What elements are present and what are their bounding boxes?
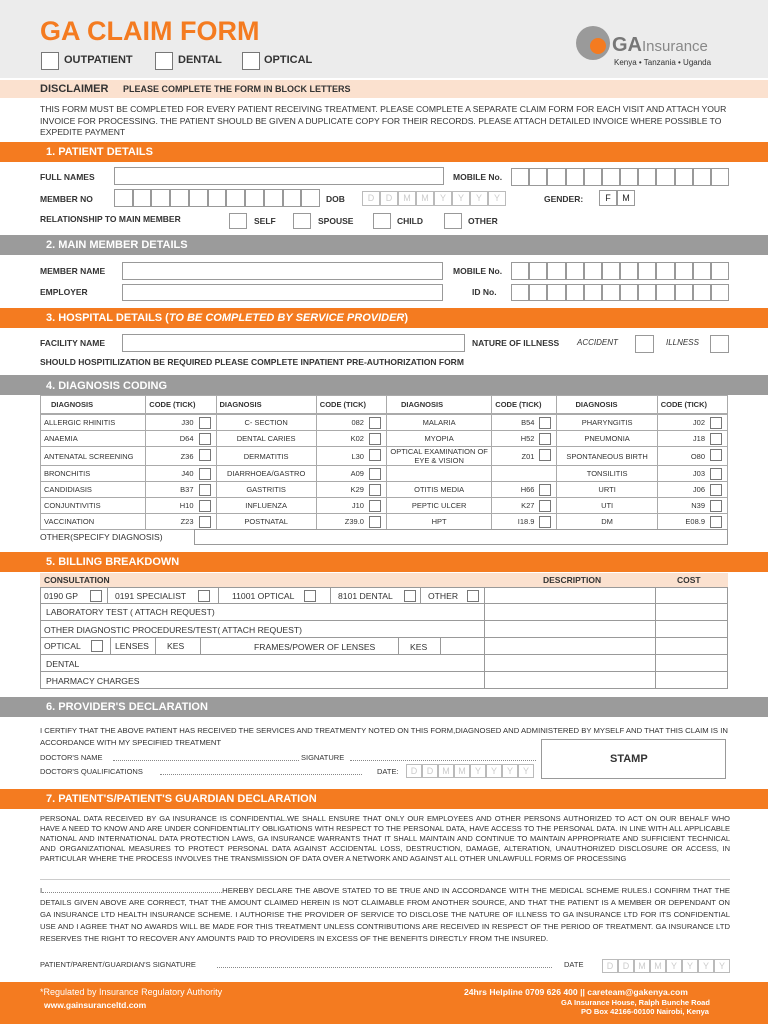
footer-address-1: GA Insurance House, Ralph Bunche Road [561, 998, 710, 1007]
id-no-label: ID No. [472, 287, 497, 297]
diagnosis-tick-checkbox[interactable] [199, 484, 211, 496]
other-diag-label: OTHER DIAGNOSTIC PROCEDURES/TEST( ATTACH REQUEST) [44, 625, 302, 635]
diagnosis-name: TONSILITIS [586, 469, 628, 478]
diagnosis-tick-checkbox[interactable] [199, 449, 211, 461]
consult-gp-label: 0190 GP [44, 591, 78, 601]
disclaimer-body: THIS FORM MUST BE COMPLETED FOR EVERY PATIENT RECEIVING TREATMENT. PLEASE COMPLETE A SEPARATE CLAIM FORM FOR EACH VISIT AND ATTACH YOUR INVOICE FOR PROCESSING. THE PATIENT SHOULD BE GIVEN A DUPLICATE COPY FOR THEIR RECORDS. PLEASE ATTACH DETAILED INVOICE WHERE POSSIBLE TO EXPEDITE PAYMENT [40, 104, 727, 137]
diagnosis-name: URTI [598, 485, 616, 494]
diagnosis-tick-checkbox[interactable] [199, 433, 211, 445]
billing-cost-3[interactable] [655, 620, 728, 638]
dental-checkbox[interactable] [155, 52, 173, 70]
cost-label: COST [677, 575, 701, 585]
logo-mark-accent [590, 38, 606, 54]
diagnosis-code: H52 [520, 434, 535, 443]
footer-helpline: 24hrs Helpline 0709 626 400 || careteam@gakenya.com [464, 987, 688, 997]
diagnosis-tick-checkbox[interactable] [369, 468, 381, 480]
diagnosis-name: DERMATITIS [243, 451, 289, 461]
frames-label: FRAMES/POWER OF LENSES [254, 642, 376, 652]
diagnosis-tick-checkbox[interactable] [369, 500, 381, 512]
main-mobile-input[interactable] [511, 262, 729, 280]
diagnosis-code: Z01 [521, 451, 535, 461]
diagnosis-tick-checkbox[interactable] [710, 468, 722, 480]
consultation-label: CONSULTATION [44, 575, 110, 585]
member-name-input[interactable] [122, 262, 443, 280]
diagnosis-tick-checkbox[interactable] [710, 484, 722, 496]
footer-address-2: PO Box 42166-00100 Nairobi, Kenya [581, 1007, 709, 1016]
diagnosis-tick-checkbox[interactable] [710, 417, 722, 429]
diagnosis-code: I18.9 [517, 517, 535, 526]
rel-child-label: CHILD [397, 216, 423, 226]
id-no-input[interactable] [511, 284, 729, 301]
rel-child-checkbox[interactable] [373, 213, 391, 229]
consult-optical-checkbox[interactable] [304, 590, 316, 602]
diagnosis-name: DM [601, 517, 613, 526]
diagnosis-tick-checkbox[interactable] [710, 433, 722, 445]
stamp-label: STAMP [610, 753, 648, 765]
consult-optical-label: 11001 OPTICAL [232, 591, 295, 601]
diagnosis-name: INFLUENZA [245, 501, 287, 510]
diagnosis-code: A09 [350, 469, 364, 478]
member-no-input[interactable] [114, 189, 320, 207]
patient-mobile-label: MOBILE No. [453, 172, 503, 182]
diagnosis-name: GASTRITIS [246, 485, 286, 494]
diagnosis-code: J03 [692, 469, 705, 478]
patient-signature-label: PATIENT/PARENT/GUARDIAN'S SIGNATURE [40, 960, 196, 969]
illness-checkbox[interactable] [710, 335, 729, 353]
logo-countries: Kenya • Tanzania • Uganda [614, 58, 712, 67]
diagnosis-code: J18 [692, 434, 705, 443]
pharmacy-label: PHARMACY CHARGES [46, 676, 140, 686]
diagnosis-name: VACCINATION [44, 517, 95, 526]
diagnosis-tick-checkbox[interactable] [710, 449, 722, 461]
declarant-name-line[interactable] [42, 892, 222, 893]
diagnosis-tick-checkbox[interactable] [369, 449, 381, 461]
diagnosis-name: PHARYNGITIS [581, 418, 633, 427]
rel-other-checkbox[interactable] [444, 213, 462, 229]
diagnosis-tick-checkbox[interactable] [369, 433, 381, 445]
diagnosis-name: BRONCHITIS [44, 469, 91, 478]
diagnosis-name: PNEUMONIA [584, 434, 630, 443]
member-no-label: MEMBER NO [40, 194, 93, 204]
rel-spouse-label: SPOUSE [318, 216, 354, 226]
diagnosis-code: O80 [690, 451, 705, 461]
billing-desc-1[interactable] [484, 587, 656, 604]
consult-dental-label: 8101 DENTAL [338, 591, 393, 601]
patient-signature-line[interactable] [217, 967, 552, 968]
diagnosis-name: DIARRHOEA/GASTRO [226, 469, 306, 478]
consult-dental-checkbox[interactable] [404, 590, 416, 602]
diagnosis-row [41, 498, 728, 514]
logo-insurance: Insurance [642, 38, 708, 55]
privacy-text: PERSONAL DATA RECEIVED BY GA INSURANCE IS CONFIDENTIAL.WE SHALL ENSURE THAT ONLY OUR EMPLOYEES AND OTHER PERSONS AUTHORIZED TO ACT ON OUR BEHALF WHO HAVE A NEED TO KNOW AND ARE UNDER CONFIDENTIALITY OBLIGATIONS WITH RESPECT TO THE PERSONAL DATA, HAVE ACCESS TO THE PERSONAL DATA. IN LINE WITH ALL APPLICABLE NATIONAL AND INTERNATIONAL DATA PROTECTION LAWS, GA INSURANCE WARRANTS THAT IT SHALL MAINTAIN AND CONTINUE TO MAINTAIN APPROPRIATE AND SUFFICIENT TECHNICAL AND ORGANIZATIONAL MEASURES TO PROTECT PERSONAL DATA AGAINST ACCIDENTAL LOSS, DESTRUCTION, DAMAGE, ALTERATION, UNAUTHORIZED DISCLOSURE OR ACCESS, IN PARTICULAR WHERE THE PROCESS INVOLVES THE TRANSMISSION OF DATA OVER A NETWORK AND AGAINST ALL OTHER UNLAWFULL FORMS OF PROCESSING [40, 814, 730, 863]
gender-m-option[interactable]: M [617, 190, 635, 206]
full-names-label: FULL NAMES [40, 172, 95, 182]
patient-date-label: DATE [564, 960, 584, 969]
lenses-label: LENSES [115, 641, 149, 651]
doctor-name-line[interactable] [113, 760, 299, 761]
rel-other-label: OTHER [468, 216, 498, 226]
provider-date-input[interactable]: D D M M Y Y Y Y [406, 764, 536, 778]
gender-f-option[interactable]: F [599, 190, 617, 206]
patient-date-input[interactable]: D D M M Y Y Y Y [602, 959, 730, 973]
diagnosis-name: HPT [431, 517, 447, 526]
diagnosis-tick-checkbox[interactable] [199, 417, 211, 429]
optical-bill-label: OPTICAL [44, 641, 81, 651]
facility-name-input[interactable] [122, 334, 465, 352]
diagnosis-code: N39 [691, 501, 705, 510]
diagnosis-tick-checkbox[interactable] [710, 516, 722, 528]
lab-test-label: LABORATORY TEST ( ATTACH REQUEST) [46, 607, 215, 617]
dental-label: DENTAL [178, 54, 222, 66]
description-label: DESCRIPTION [543, 575, 602, 585]
diagnosis-tick-checkbox[interactable] [369, 484, 381, 496]
diagnosis-code: Z23 [180, 517, 194, 526]
diagnosis-code: J40 [181, 469, 194, 478]
employer-label: EMPLOYER [40, 287, 88, 297]
consult-other-checkbox[interactable] [467, 590, 479, 602]
diagnosis-name: ANTENATAL SCREENING [44, 451, 134, 461]
diagnosis-code: 082 [351, 418, 364, 427]
diagnosis-code: J30 [181, 418, 194, 427]
billing-cost-2[interactable] [655, 603, 728, 621]
rel-self-label: SELF [254, 216, 276, 226]
patient-mobile-input[interactable] [511, 168, 729, 186]
disclaimer-text: PLEASE COMPLETE THE FORM IN BLOCK LETTERS [123, 84, 351, 94]
form-title: GA CLAIM FORM [40, 16, 260, 46]
consult-other-label: OTHER [428, 591, 459, 601]
section-main-member: 2. MAIN MEMBER DETAILS [0, 235, 768, 255]
main-mobile-label: MOBILE No. [453, 266, 503, 276]
section-provider-declaration: 6. PROVIDER'S DECLARATION [0, 697, 768, 717]
section-patient-details: 1. PATIENT DETAILS [0, 142, 768, 162]
consult-gp-checkbox[interactable] [90, 590, 102, 602]
diagnosis-code: J02 [692, 418, 705, 427]
billing-desc-5[interactable] [484, 654, 656, 672]
optical-bill-checkbox[interactable] [91, 640, 103, 652]
disclaimer-label: DISCLAIMER [40, 83, 109, 95]
diagnosis-code: H66 [520, 485, 535, 494]
diagnosis-name: ALLERGIC RHINITIS [44, 418, 116, 427]
diagnosis-tick-checkbox[interactable] [369, 417, 381, 429]
dob-input[interactable]: D D M M Y Y Y Y [362, 191, 508, 206]
diagnosis-code: K29 [350, 485, 364, 494]
provider-text: I CERTIFY THAT THE ABOVE PATIENT HAS RECEIVED THE SERVICES AND TREATMENTY NOTED ON THIS FORM,DIAGNOSED AND ADMINISTERED BY MYSELF AND THAT THIS CLAIM IS IN ACCORDANCE WITH MY SPECIFIED TREATMENT [40, 726, 728, 747]
diagnosis-name: OPTICAL EXAMINATION OF EYE & VISION [390, 447, 488, 465]
diagnosis-tick-checkbox[interactable] [539, 433, 551, 445]
billing-desc-4[interactable] [484, 637, 656, 655]
other-diagnosis-label: OTHER(SPECIFY DIAGNOSIS) [40, 532, 163, 542]
diagnosis-row [41, 415, 728, 431]
diagnosis-tick-checkbox[interactable] [539, 500, 551, 512]
diagnosis-name: ANAEMIA [44, 434, 78, 443]
diagnosis-tick-checkbox[interactable] [199, 516, 211, 528]
rel-spouse-checkbox[interactable] [293, 213, 311, 229]
diagnosis-name: MYOPIA [424, 434, 454, 443]
billing-cost-6[interactable] [655, 671, 728, 689]
declaration-text: I HEREBY DECLARE THE ABOVE STATED TO BE TRUE AND IN ACCORDANCE WITH THE MEDICAL SCHEME RULES.I CONFIRM THAT THE DETAILS GIVEN ABOVE ARE CORRECT, THAT THE AMOUNT CLAIMED HEREIN IS NOT CLAIMABLE FROM ANOTHER SOURCE, AND THAT THE PATIENT IS A MEMBER OR DEPENDANT ON GA INSURANCE LTD HEALTH INSURANCE SCHEME. I AUTHORISE THE PROVIDER OF SERVICE TO DISCLOSE THE NATURE OF ILLNESS TO GA INSURANCE LTD FOR ITS CONFIDENTIAL USE AND I AGREE THAT NO AWARDS WILL BE MADE FOR THIS TREATMENT UNLESS CONTRIBUTIONS ARE RECEIVED IN RESPECT OF THE PERIOD OF TREATMENT. GA INSURANCE LTD RESERVES THE RIGHT TO RECOVER ANY AMOUNTS PAID TO PROVIDERS IN EXCESS OF THE BENEFITS DIRECTLY FROM THE INSURED. [40, 886, 730, 943]
diagnosis-name: PEPTIC ULCER [411, 501, 467, 510]
diagnosis-table [40, 395, 728, 414]
diagnosis-header-row: DIAGNOSIS CODE (TICK) DIAGNOSIS CODE (TICK) DIAGNOSIS CODE (TICK) DIAGNOSIS CODE (TICK) [41, 396, 728, 414]
diagnosis-row [41, 482, 728, 498]
rel-self-checkbox[interactable] [229, 213, 247, 229]
billing-desc-3[interactable] [484, 620, 656, 638]
disclaimer-band [0, 80, 768, 98]
diagnosis-code: H10 [179, 501, 194, 510]
diagnosis-code: J10 [351, 501, 364, 510]
diagnosis-tick-checkbox[interactable] [369, 516, 381, 528]
other-diagnosis-input[interactable] [194, 529, 728, 545]
diagnosis-code: D64 [179, 434, 194, 443]
diagnosis-code: B37 [180, 485, 194, 494]
section-hospital-details: 3. HOSPITAL DETAILS (TO BE COMPLETED BY SERVICE PROVIDER) [0, 308, 768, 328]
section-diagnosis-coding: 4. DIAGNOSIS CODING [0, 375, 768, 395]
section-billing: 5. BILLING BREAKDOWN [0, 552, 768, 572]
nature-of-illness-label: NATURE OF ILLNESS [472, 338, 560, 348]
doctor-signature-line[interactable] [350, 760, 536, 761]
diagnosis-row [41, 514, 728, 530]
member-name-label: MEMBER NAME [40, 266, 106, 276]
consult-specialist-checkbox[interactable] [198, 590, 210, 602]
billing-desc-2[interactable] [484, 603, 656, 621]
diagnosis-name: POSTNATAL [244, 517, 288, 526]
billing-row-dental [40, 654, 485, 672]
accident-checkbox[interactable] [635, 335, 654, 353]
billing-cost-5[interactable] [655, 654, 728, 672]
diagnosis-tick-checkbox[interactable] [539, 449, 551, 461]
diagnosis-code: Z39.0 [344, 517, 364, 526]
diagnosis-row [41, 466, 728, 482]
signature-label: SIGNATURE [301, 753, 345, 762]
doctor-name-label: DOCTOR'S NAME [40, 753, 103, 762]
full-names-input[interactable] [114, 167, 444, 185]
diagnosis-row [41, 447, 728, 466]
logo [576, 22, 736, 70]
billing-cost-4[interactable] [655, 637, 728, 655]
section-patient-declaration: 7. PATIENT'S/PATIENT'S GUARDIAN DECLARATION [0, 789, 768, 809]
hospitalization-note: SHOULD HOSPITILIZATION BE REQUIRED PLEASE COMPLETE INPATIENT PRE-AUTHORIZATION FORM [40, 357, 464, 367]
optical-label: OPTICAL [264, 54, 313, 66]
outpatient-checkbox[interactable] [41, 52, 59, 70]
illness-label: ILLNESS [666, 338, 699, 347]
footer-website[interactable]: www.gainsuranceltd.com [44, 1000, 147, 1010]
diagnosis-tick-checkbox[interactable] [539, 417, 551, 429]
diagnosis-tick-checkbox[interactable] [199, 500, 211, 512]
outpatient-label: OUTPATIENT [64, 54, 133, 66]
diagnosis-tick-checkbox[interactable] [710, 500, 722, 512]
diagnosis-name: DENTAL CARIES [236, 434, 296, 443]
diagnosis-name: OTITIS MEDIA [414, 485, 465, 494]
facility-name-label: FACILITY NAME [40, 338, 106, 348]
diagnosis-code: K27 [521, 501, 535, 510]
diagnosis-row [41, 431, 728, 447]
diagnosis-body [40, 414, 728, 530]
provider-date-label: DATE: [377, 767, 399, 776]
optical-checkbox[interactable] [242, 52, 260, 70]
diagnosis-code: L30 [351, 451, 364, 461]
diagnosis-code: E08.9 [685, 517, 705, 526]
diagnosis-tick-checkbox[interactable] [539, 484, 551, 496]
kes-label-1: KES [167, 641, 185, 651]
billing-header-band [40, 573, 728, 587]
diagnosis-code: Z36 [180, 451, 194, 461]
diagnosis-code: J06 [692, 485, 705, 494]
diagnosis-code: B54 [521, 418, 535, 427]
gender-label: GENDER: [544, 194, 584, 204]
diagnosis-code: K02 [350, 434, 364, 443]
billing-desc-6[interactable] [484, 671, 656, 689]
qualifications-line[interactable] [160, 774, 362, 775]
employer-input[interactable] [122, 284, 443, 301]
diagnosis-tick-checkbox[interactable] [539, 516, 551, 528]
accident-label: ACCIDENT [577, 338, 618, 347]
diagnosis-name: SPONTANEOUS BIRTH [566, 451, 648, 461]
billing-cost-1[interactable] [655, 587, 728, 604]
diagnosis-name: CANDIDIASIS [44, 485, 92, 494]
qualifications-label: DOCTOR'S QUALIFICATIONS [40, 767, 143, 776]
dob-label: DOB [326, 194, 345, 204]
logo-ga: GA [612, 34, 642, 56]
diagnosis-table-wrap [40, 395, 728, 414]
kes-label-2: KES [410, 642, 428, 652]
relationship-label: RELATIONSHIP TO MAIN MEMBER [40, 214, 181, 224]
dental-bill-label: DENTAL [46, 659, 80, 669]
diagnosis-tick-checkbox[interactable] [199, 468, 211, 480]
diagnosis-name: C- SECTION [244, 418, 288, 427]
consult-specialist-label: 0191 SPECIALIST [115, 591, 187, 601]
diagnosis-name: UTI [601, 501, 614, 510]
diagnosis-name: CONJUNTIVITIS [44, 501, 101, 510]
diagnosis-name: MALARIA [422, 418, 456, 427]
footer-regulated: *Regulated by Insurance Regulatory Authority [40, 987, 223, 997]
